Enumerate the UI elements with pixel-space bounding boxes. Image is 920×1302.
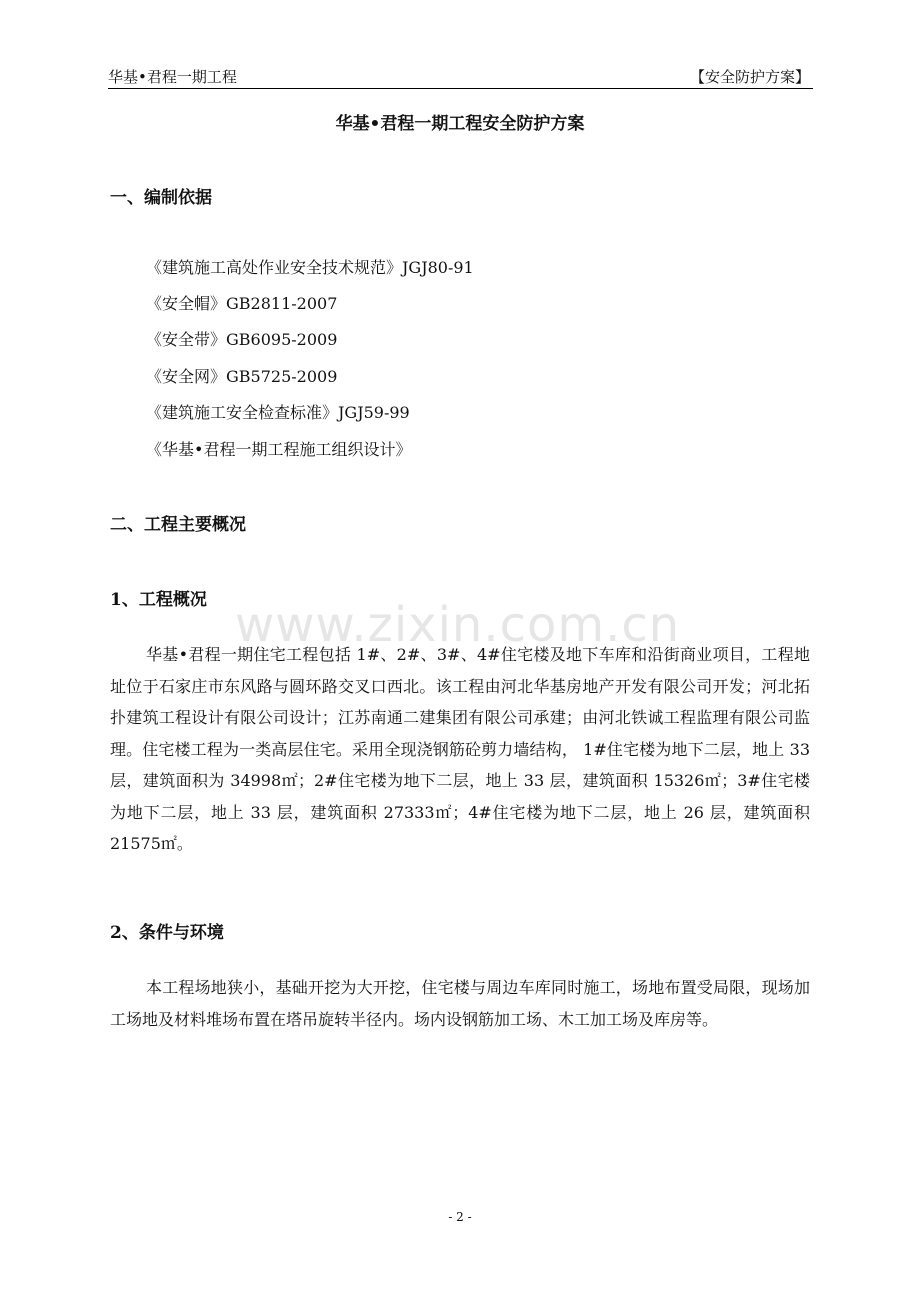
reference-item: 《华基•君程一期工程施工组织设计》	[146, 440, 412, 459]
subsection-heading-conditions: 2、条件与环境	[110, 923, 224, 943]
reference-item: 《建筑施工高处作业安全技术规范》JGJ80-91	[146, 258, 474, 277]
header-left: 华基•君程一期工程	[108, 68, 237, 86]
subsection-heading-project: 1、工程概况	[110, 590, 207, 610]
reference-item: 《安全帽》GB2811-2007	[146, 294, 338, 313]
project-overview-paragraph: 华基•君程一期住宅工程包括 1#、2#、3#、4#住宅楼及地下车库和沿街商业项目，工程地址位于石家庄市东风路与圆环路交叉口西北。该工程由河北华基房地产开发有限公司开发；河北拓扑建筑工程设计有限公司设计；江苏南通二建集团有限公司承建；由河北铁诚工程监理有限公司监理。住宅楼工程为一类高层住宅。采用全现浇钢筋砼剪力墙结构， 1#住宅楼为地下二层，地上 33 层，建筑面积为 34998㎡；2#住宅楼为地下二层，地上 33 层，建筑面积 15326㎡；3#住宅楼为地下二层，地上 33 层，建筑面积 27333㎡；4#住宅楼为地下二层，地上 26 层，建筑面积 21575㎡。	[110, 645, 810, 853]
reference-item: 《安全网》GB5725-2009	[146, 367, 338, 386]
watermark: www.zixin.com.cn	[235, 597, 681, 653]
section-heading-overview: 二、工程主要概况	[110, 515, 246, 535]
reference-item: 《建筑施工安全检查标准》JGJ59-99	[146, 403, 410, 422]
conditions-paragraph: 本工程场地狭小，基础开挖为大开挖，住宅楼与周边车库同时施工，场地布置受局限，现场加工场地及材料堆场布置在塔吊旋转半径内。场内设钢筋加工场、木工加工场及库房等。	[110, 978, 810, 1029]
document-title: 华基•君程一期工程安全防护方案	[335, 114, 585, 134]
page-number: - 2 -	[448, 1210, 472, 1224]
section-heading-basis: 一、编制依据	[110, 188, 212, 208]
reference-item: 《安全带》GB6095-2009	[146, 330, 338, 349]
header-divider	[108, 88, 813, 89]
header-right: 【安全防护方案】	[689, 68, 810, 86]
